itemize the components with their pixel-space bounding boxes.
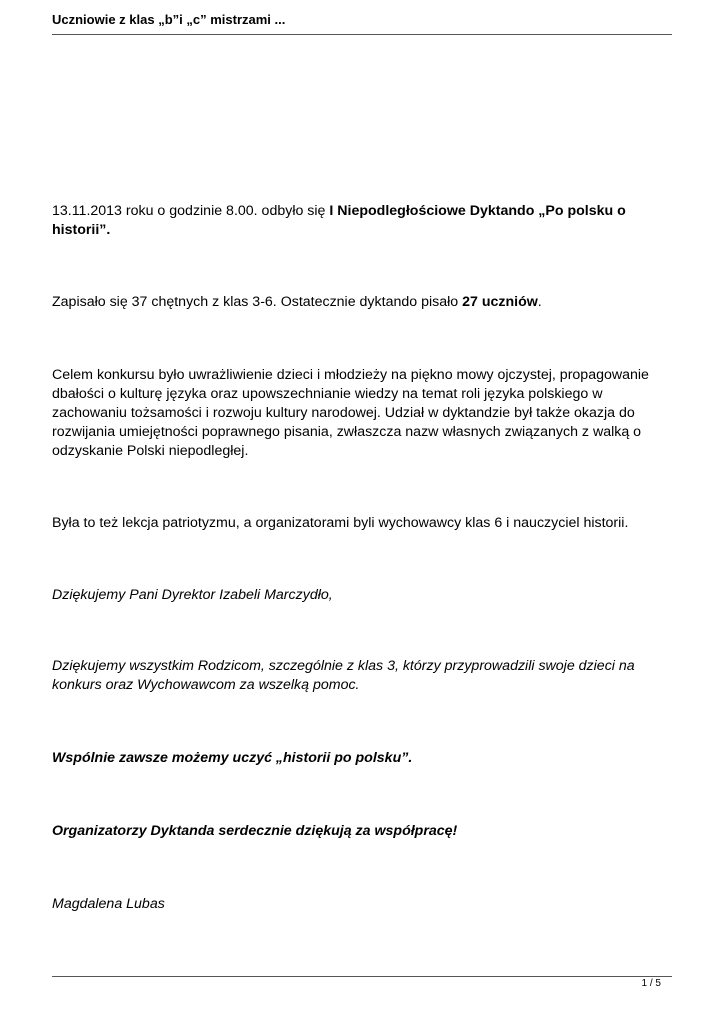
signature: Magdalena Lubas: [52, 896, 165, 912]
organizers-thanks-paragraph: Organizatorzy Dyktanda serdecznie dziękują za współpracę!: [52, 823, 458, 839]
goal-paragraph: Celem konkursu było uwrażliwienie dzieci i młodzieży na piękno mowy ojczystej, propagowanie dbałości o kulturę języka oraz upowszechnianie wiedzy na temat roli języka polskiego w zachowaniu tożsamości i rozwoju kultury narodowej. Udział w dyktandzie był także okazja do rozwijania umiejętności poprawnego pisania, zwłaszcza nazw własnych związanych z walką o odzyskanie Polski niepodległej.: [52, 367, 649, 459]
intro-text: 13.11.2013 roku o godzinie 8.00. odbyło się: [52, 203, 330, 219]
intro-event-name: I Niepodległościowe Dyktando „Po polsku o historii”.: [52, 203, 626, 238]
participants-paragraph: [52, 293, 674, 312]
header-divider: [52, 34, 672, 35]
thanks-parents-paragraph: Dziękujemy wszystkim Rodzicom, szczególnie z klas 3, którzy przyprowadzili swoje dzieci na konkurs oraz Wychowawcom za wszelką pomoc.: [52, 658, 635, 693]
participants-tail: .: [537, 294, 542, 310]
participants-count: 27 uczniów: [462, 294, 538, 310]
page-title: Uczniowie z klas „b”i „c” mistrzami ...: [52, 12, 286, 27]
thanks-director-paragraph: Dziękujemy Pani Dyrektor Izabeli Marczydło,: [52, 587, 333, 603]
page-number: 1 / 5: [641, 978, 661, 989]
patriotism-paragraph: Była to też lekcja patriotyzmu, a organizatorami byli wychowawcy klas 6 i nauczyciel historii.: [52, 515, 629, 531]
footer-divider: [52, 976, 672, 977]
motto-paragraph: Wspólnie zawsze możemy uczyć „historii po polsku”.: [52, 750, 413, 766]
intro-paragraph: [52, 202, 674, 240]
participants-text: Zapisało się 37 chętnych z klas 3-6. Ostatecznie dyktando pisało: [52, 294, 463, 310]
